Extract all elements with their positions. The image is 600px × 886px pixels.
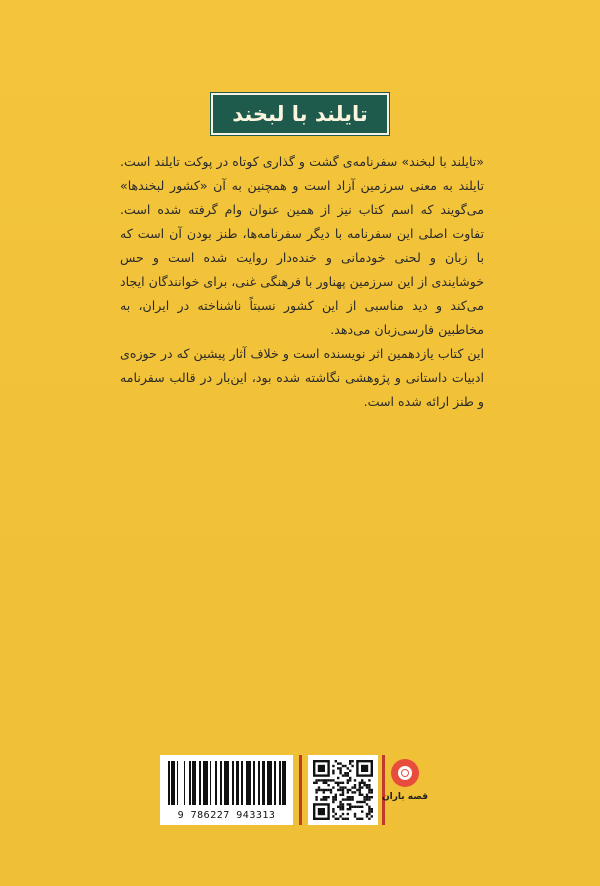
qr-code-icon (313, 760, 373, 820)
divider-left (299, 755, 302, 825)
back-cover-footer (160, 755, 429, 825)
publisher-logo (381, 759, 429, 823)
divider-right (382, 755, 385, 825)
book-title: تایلند با لبخند (232, 102, 368, 126)
description-paragraph-1: «تایلند با لبخند» سفرنامه‌ی گشت و گذاری کوتاه در پوکت تایلند است. تایلند به معنی سرزمین آزاد است و همچنین به آن «کشور لبخندها» می‌گویند که اسم کتاب نیز از همین عنوان وام گرفته شده است. تفاوت اصلی این سفرنامه با دیگر سفرنامه‌ها، طنز بودن آن است که با زبان و لحنی خودمانی و خنده‌دار روایت شده است و حس خوشایندی از این سرزمین پهناور با فرهنگی غنی، برای خوانندگان ایجاد می‌کند و دید مناسبی از این کشور نسبتاً ناشناخته در ایران، به مخاطبین فارسی‌زبان می‌دهد. (120, 154, 484, 337)
qr-code-box (308, 755, 378, 825)
isbn-number: 9 786227 943313 (177, 810, 276, 821)
publisher-name: قصه باران (381, 792, 429, 802)
publisher-logo-icon (391, 759, 419, 787)
book-description (120, 150, 484, 414)
barcode-icon (168, 761, 286, 805)
title-banner (211, 93, 389, 135)
description-paragraph-2: این کتاب یازدهمین اثر نویسنده است و خلاف آثار پیشین که در حوزه‌ی ادبیات داستانی و پژوهشی نگاشته شده بود، این‌بار در قالب سفرنامه و طنز ارائه شده است. (120, 346, 484, 409)
barcode-label (160, 755, 293, 825)
